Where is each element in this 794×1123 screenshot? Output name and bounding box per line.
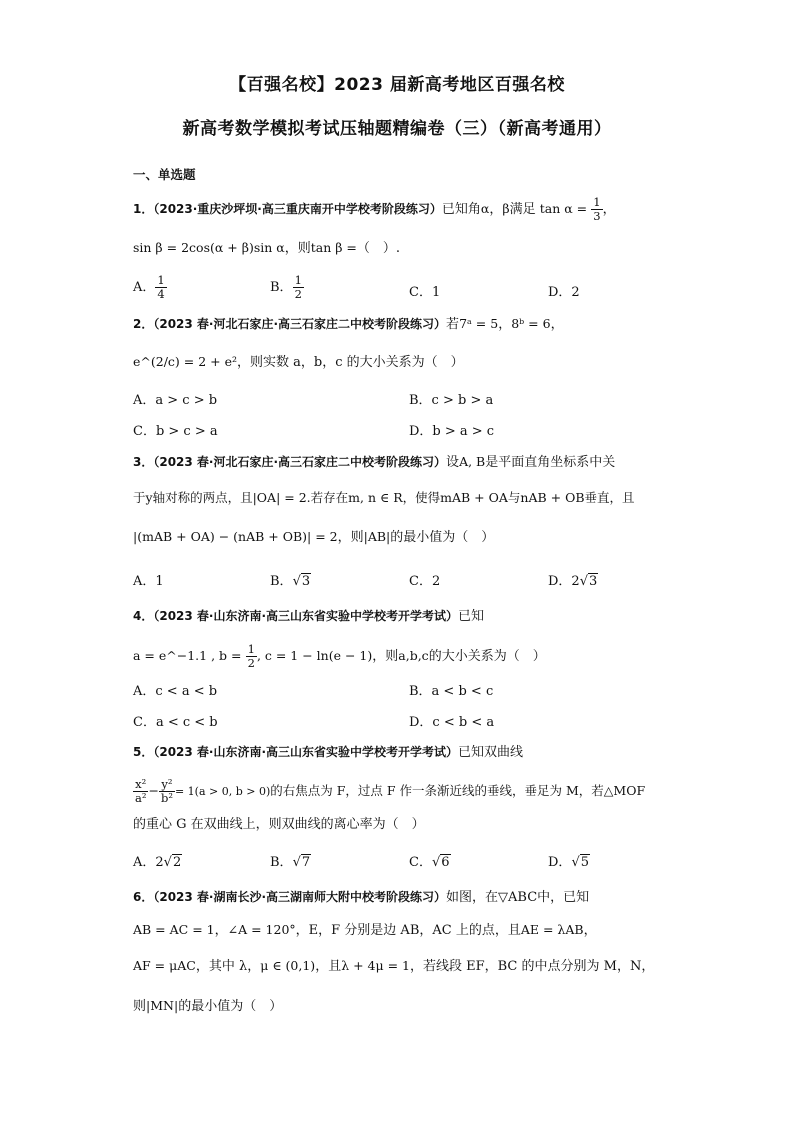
- q3-line2-d: ，使得: [402, 490, 441, 505]
- q1-head: 1．（2023·重庆沙坪坝·高三重庆南开中学校考阶段练习）: [133, 202, 442, 216]
- q6-line3: [133, 956, 654, 977]
- q6-text-a: 如图，在▽ABC中，已知: [446, 890, 590, 905]
- q3-line3-a: ，则: [337, 530, 364, 545]
- q2-cond-a: 7ᵃ = 5: [459, 316, 499, 331]
- q6-line2: [133, 920, 597, 941]
- q2-option-a: A．a > c > b: [133, 393, 218, 408]
- q5-opt-a-label: A．2: [133, 855, 164, 870]
- q5-option-c: [409, 851, 451, 870]
- q5-line1: [133, 742, 523, 763]
- q5-option-a: [133, 851, 182, 870]
- q3-opt-d-sqrt: √3: [579, 574, 598, 589]
- q1-cond1-fraction: [591, 196, 602, 223]
- q5-opt-b-sqrt: √7: [292, 855, 311, 870]
- q3-option-a: A．1: [133, 574, 164, 589]
- q4-text-c: 的大小关系为（ ）: [428, 649, 546, 664]
- q2-text-b: ，则实数 a，b，c 的大小关系为（ ）: [237, 355, 464, 370]
- q2-text-a: 若: [446, 317, 460, 332]
- q1-cond1-num: 1: [593, 195, 601, 209]
- q3-mn: m, n ∈ R: [348, 490, 403, 505]
- q4-b-num: 1: [247, 642, 255, 656]
- q4-b-fraction: [246, 643, 257, 670]
- doc-title-line2: 新高考数学模拟考试压轴题精编卷（三）（新高考通用）: [182, 119, 612, 139]
- q2-cond-b: 8ᵇ = 6: [511, 316, 551, 331]
- q3-ab-abs: |AB|: [363, 529, 391, 544]
- q2-head: 2．（2023 春·河北石家庄·高三石家庄二中校考阶段练习）: [133, 317, 447, 331]
- q6-line2-b: ，: [214, 923, 228, 938]
- q4-option-d: D．c < b < a: [409, 715, 495, 730]
- q4-option-a: A．c < a < b: [133, 684, 218, 699]
- q5-line3: 的重心 G 在双曲线上，则双曲线的离心率为（ ）: [133, 817, 425, 832]
- q3-expr1: mAB + OA: [440, 490, 508, 505]
- q5-opt-b-rad: 7: [301, 855, 311, 870]
- q5-opt-a-sqrt: √2: [163, 855, 182, 870]
- q5-eq-tail: = 1(a > 0, b > 0): [174, 785, 271, 798]
- section-heading: 一、单选题: [133, 167, 196, 182]
- q6-line3-b: ，其中 λ，: [195, 959, 261, 974]
- q1-option-b: [270, 274, 304, 301]
- q6-line2-f: ，: [583, 923, 597, 938]
- q1-cond1-lhs: tan α =: [539, 201, 588, 216]
- q3-text-a: 设: [446, 455, 460, 470]
- q3-line1: [133, 452, 615, 473]
- q6-line3-a: AF = μAC: [133, 958, 196, 973]
- q1-opt-b-num: 1: [294, 273, 302, 287]
- doc-title-line1: 【百强名校】2023 届新高考地区百强名校: [229, 75, 565, 95]
- q1-line1: [133, 196, 616, 223]
- q5-opt-d-label: D．: [548, 855, 572, 870]
- q1-option-a: [133, 274, 167, 301]
- q6-line2-a: AB = AC = 1: [133, 922, 215, 937]
- q5-option-d: [548, 851, 590, 870]
- q5-opt-c-rad: 6: [441, 855, 450, 870]
- q3-line3: [133, 527, 494, 548]
- q6-line3-c: μ ∈ (0,1): [260, 958, 316, 973]
- q4-text-b: ，则: [372, 649, 399, 664]
- q1-alpha: α: [480, 201, 490, 216]
- q5-minus: −: [148, 783, 159, 798]
- q3-line3-b: 的最小值为（ ）: [390, 530, 495, 545]
- q5-x-fraction: [133, 778, 148, 805]
- q5-option-b: [270, 851, 311, 870]
- q5-x2: x²: [133, 778, 148, 792]
- q5-y2: y²: [159, 778, 175, 792]
- q5-b2: b²: [160, 791, 173, 805]
- q6-line2-c: ∠A = 120°: [227, 922, 296, 937]
- q4-text-a: 已知: [458, 609, 485, 624]
- q6-head: 6．（2023 春·湖南长沙·高三湖南师大附中校考阶段练习）: [133, 890, 447, 904]
- q1-comma: ，: [602, 202, 616, 217]
- q5-line2-text: 的右焦点为 F，过点 F 作一条渐近线的垂线，垂足为 M，若△MOF: [270, 783, 646, 798]
- q5-text-a: 已知双曲线: [458, 745, 524, 760]
- q3-text-b: 是平面直角坐标系中关: [485, 455, 616, 470]
- q5-opt-a-rad: 2: [172, 855, 182, 870]
- q2-line1: [133, 314, 564, 335]
- q5-opt-c-sqrt: √6: [431, 855, 450, 870]
- q3-line2-f: 垂直，且: [584, 490, 635, 505]
- q3-oa-eq: |OA| = 2: [252, 490, 307, 505]
- q2-option-c: C．b > c > a: [133, 424, 218, 439]
- q4-head: 4．（2023 春·山东济南·高三山东省实验中学校考开学考试）: [133, 609, 459, 623]
- q3-option-c: C．2: [409, 574, 441, 589]
- q1-opt-a-den: 4: [157, 287, 165, 301]
- q1-tail: （ ）.: [356, 241, 401, 256]
- q6-line3-f: ，若线段 EF，BC 的中点分别为 M，N，: [410, 959, 655, 974]
- q1-ask: tan β =: [310, 240, 357, 255]
- q3-line2-b: 轴对称的两点，且: [152, 490, 253, 505]
- q3-opt-b-sqrt: √3: [292, 574, 311, 589]
- q1-text-c: ，则: [284, 241, 311, 256]
- q1-cond1-den: 3: [593, 209, 601, 223]
- q3-head: 3．（2023 春·河北石家庄·高三石家庄二中校考阶段练习）: [133, 455, 447, 469]
- q4-expr-a: a = e^−1.1 , b =: [133, 648, 242, 663]
- q3-line2-c: .若存在: [306, 490, 349, 505]
- q1-option-c: C．1: [409, 285, 441, 300]
- q5-opt-d-sqrt: √5: [571, 855, 590, 870]
- q1-line2: [133, 238, 400, 259]
- q4-abc: a,b,c: [398, 648, 429, 663]
- q6-line3-d: ，且: [315, 959, 342, 974]
- q1-opt-b-fraction: [293, 274, 304, 301]
- q6-line2-e: AE = λAB: [520, 922, 584, 937]
- q3-ab: A, B: [459, 454, 486, 469]
- q5-line2: [133, 778, 645, 805]
- q1-opt-a-num: 1: [157, 273, 165, 287]
- q1-text-a: 已知角: [441, 202, 481, 217]
- q6-line3-e: λ + 4μ = 1: [341, 958, 410, 973]
- q5-opt-b-label: B．: [270, 855, 293, 870]
- q3-opt-b-label: B．: [270, 574, 293, 589]
- q3-option-d: [548, 570, 598, 589]
- q6-line4-b: |MN|: [146, 998, 179, 1013]
- q1-text-b: 满足: [509, 202, 536, 217]
- q3-opt-b-rad: 3: [301, 574, 311, 589]
- q6-line4-a: 则: [133, 999, 147, 1014]
- q2-sep2: ，: [550, 317, 564, 332]
- q5-opt-d-rad: 5: [580, 855, 590, 870]
- q4-line2: [133, 643, 546, 670]
- q2-sep1: ，: [498, 317, 512, 332]
- q6-line4: [133, 996, 282, 1017]
- q5-opt-c-label: C．: [409, 855, 432, 870]
- q1-cond2: sin β = 2cos(α + β)sin α: [133, 240, 285, 255]
- q3-expr2: nAB + OB: [520, 490, 585, 505]
- q4-expr-c: , c = 1 − ln(e − 1): [256, 648, 373, 663]
- q3-y-axis: y: [145, 490, 153, 505]
- q1-option-d: D．2: [548, 285, 580, 300]
- q5-a2: a²: [135, 791, 147, 805]
- q1-opt-a-fraction: [155, 274, 166, 301]
- q3-line2: [133, 488, 635, 508]
- q5-head: 5．（2023 春·山东济南·高三山东省实验中学校考开学考试）: [133, 745, 459, 759]
- q3-line2-a: 于: [133, 490, 146, 505]
- q1-opt-b-den: 2: [294, 287, 302, 301]
- q2-line2: [133, 352, 464, 373]
- q3-line3-expr: |(mAB + OA) − (nAB + OB)| = 2: [133, 529, 338, 544]
- q1-sep: ，: [489, 202, 503, 217]
- q2-option-d: D．b > a > c: [409, 424, 495, 439]
- q4-option-b: B．a < b < c: [409, 684, 494, 699]
- q4-b-den: 2: [247, 656, 255, 670]
- q1-opt-b-label: B．: [270, 280, 293, 295]
- q6-line1: [133, 887, 589, 908]
- q5-y-fraction: [159, 778, 175, 805]
- q1-beta: β: [502, 201, 510, 216]
- q3-opt-d-label: D．2: [548, 574, 580, 589]
- q3-line2-e: 与: [507, 490, 521, 505]
- q3-option-b: [270, 570, 311, 589]
- q4-line1: [133, 606, 484, 627]
- q6-line2-d: ，E，F 分别是边 AB，AC 上的点，且: [295, 923, 521, 938]
- q3-opt-d-rad: 3: [589, 574, 598, 589]
- q2-option-b: B．c > b > a: [409, 393, 494, 408]
- q4-option-c: C．a < c < b: [133, 715, 218, 730]
- q1-opt-a-label: A．: [133, 280, 156, 295]
- q6-line4-c: 的最小值为（ ）: [178, 999, 283, 1014]
- q2-cond-c: e^(2/c) = 2 + e²: [133, 354, 237, 369]
